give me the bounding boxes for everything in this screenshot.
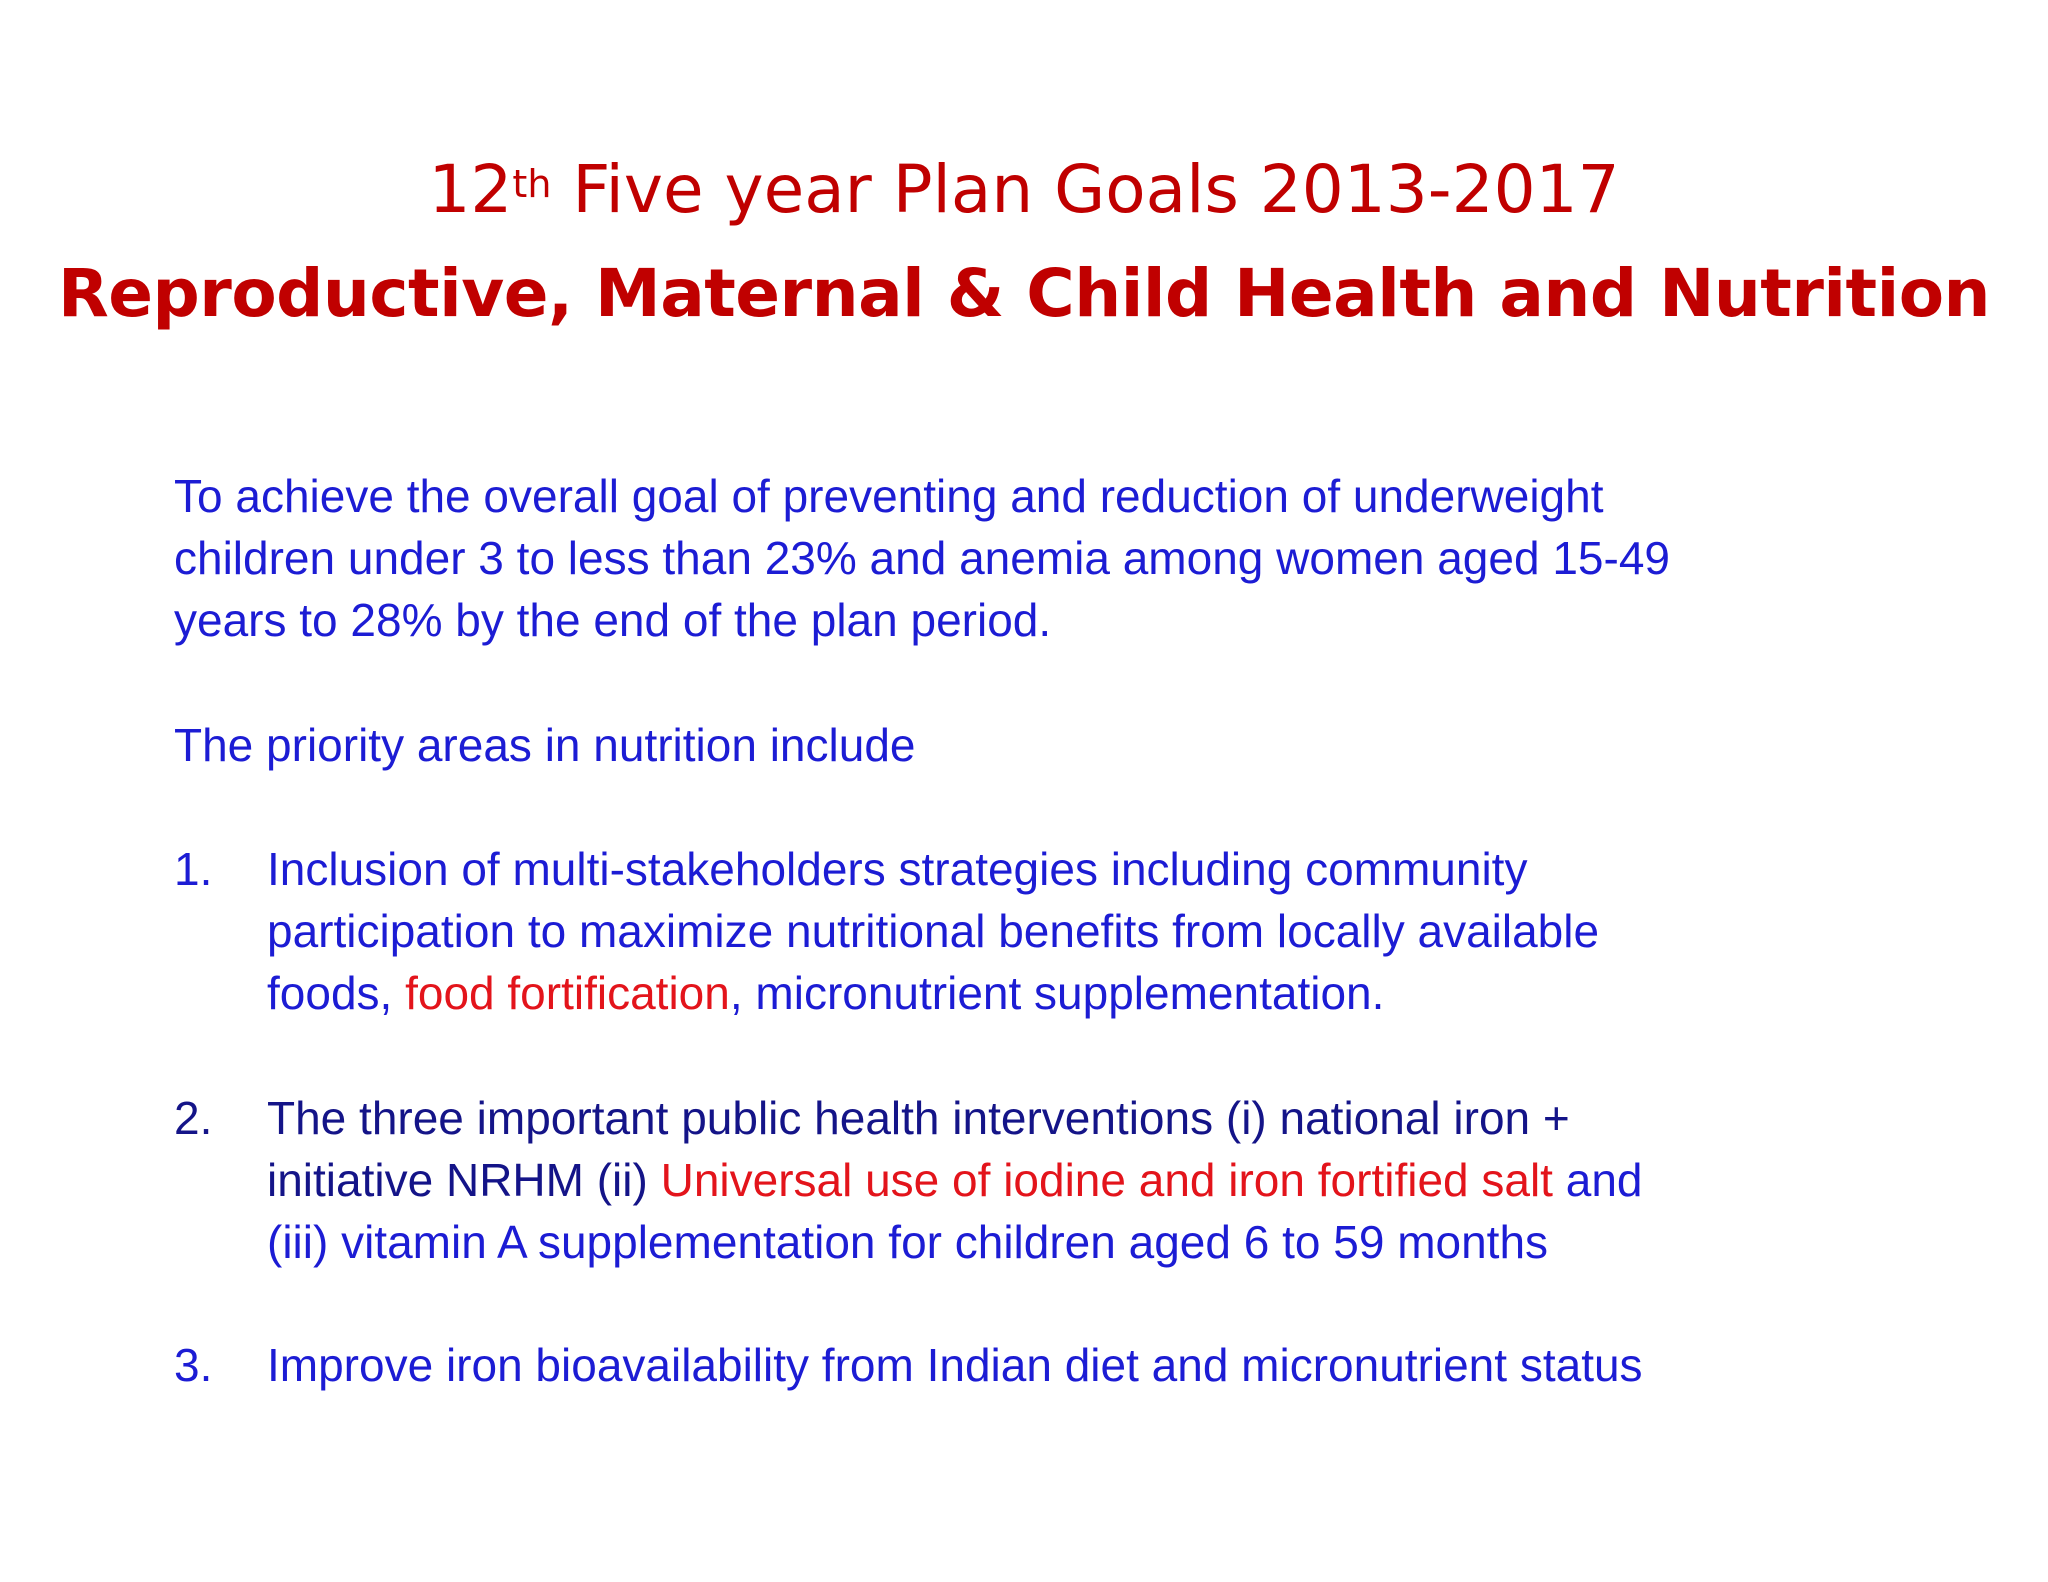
- highlight-text: food fortification: [405, 967, 730, 1019]
- intro-line: children under 3 to less than 23% and anemia among women aged 15-49: [174, 532, 1670, 584]
- list-item-line: participation to maximize nutritional benefits from locally available: [267, 905, 1600, 957]
- text-segment: foods,: [267, 967, 406, 1019]
- list-item-text: [267, 1087, 1907, 1273]
- priority-heading: The priority areas in nutrition include: [174, 719, 916, 771]
- intro-line: To achieve the overall goal of preventing and reduction of underweight: [174, 470, 1604, 522]
- list-number: 1.: [174, 843, 213, 895]
- title-rest: Five year Plan Goals 2013-2017: [551, 151, 1620, 228]
- slide-title: [0, 150, 2048, 230]
- list-item-line: (iii) vitamin A supplementation for children aged 6 to 59 months: [267, 1216, 1549, 1268]
- text-segment: initiative NRHM (ii): [267, 1154, 661, 1206]
- text-segment: , micronutrient supplementation.: [729, 967, 1385, 1019]
- list-item-text: [267, 1334, 1907, 1396]
- intro-paragraph: [174, 465, 1934, 651]
- list-item-line: The three important public health interventions (i) national iron +: [267, 1092, 1570, 1144]
- text-segment: and: [1552, 1154, 1643, 1206]
- title-superscript: th: [512, 162, 552, 206]
- highlight-text: Universal use of iodine and iron fortified salt: [660, 1154, 1553, 1206]
- slide-subtitle: Reproductive, Maternal & Child Health and Nutrition: [57, 255, 1991, 332]
- list-item-text: [267, 838, 1907, 1024]
- title-number: 12: [428, 151, 513, 228]
- list-item-line: [267, 1149, 1907, 1211]
- list-item-line: Improve iron bioavailability from Indian diet and micronutrient status: [267, 1339, 1643, 1391]
- intro-line: years to 28% by the end of the plan period.: [174, 594, 1052, 646]
- list-number: 3.: [174, 1339, 213, 1391]
- list-item-line: [267, 962, 1907, 1024]
- list-number: 2.: [174, 1092, 213, 1144]
- list-item-line: Inclusion of multi-stakeholders strategies including community: [267, 843, 1528, 895]
